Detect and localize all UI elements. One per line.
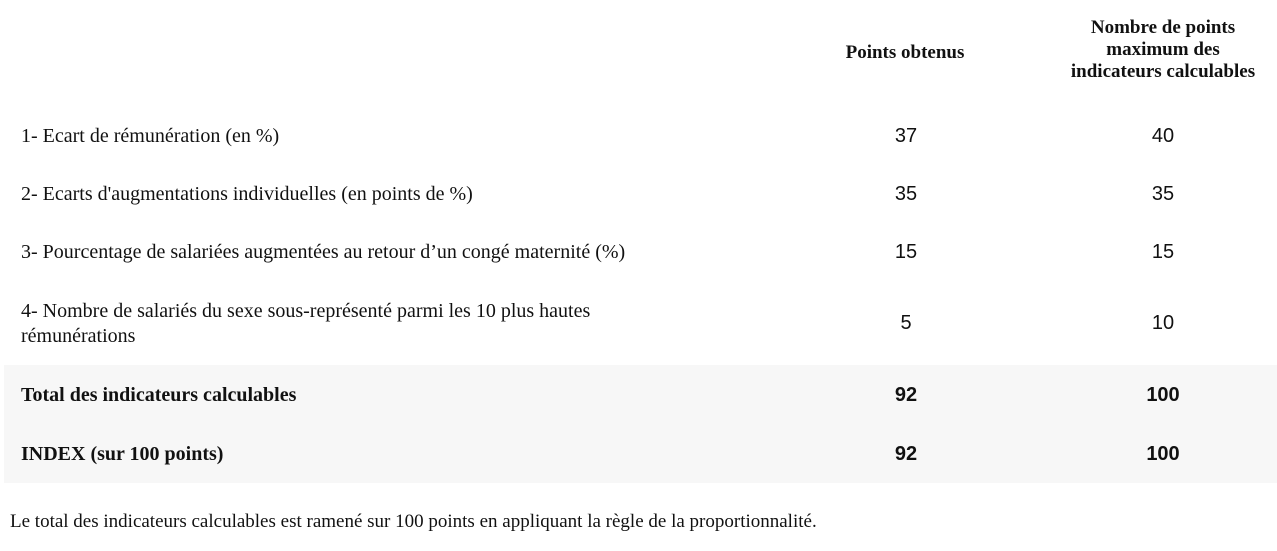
row-label: 2- Ecarts d'augmentations individuelles (en points de %) (21, 183, 473, 205)
footnote: Le total des indicateurs calculables est ramené sur 100 points en appliquant la règle de la proportionnalité. (10, 511, 817, 532)
row-max: 40 (1151, 125, 1175, 147)
row-label: 1- Ecart de rémunération (en %) (21, 125, 280, 147)
totals-block (4, 365, 1277, 483)
total-points: 92 (894, 384, 918, 406)
header-max-line1: Nombre de points (1090, 17, 1236, 38)
table-row (4, 182, 1277, 208)
header-max-line2: maximum des (1106, 39, 1220, 60)
header-max-points (1048, 17, 1277, 83)
row-points: 15 (894, 241, 918, 263)
table-row (4, 299, 1277, 351)
index-label: INDEX (sur 100 points) (21, 443, 224, 465)
row-label: 3- Pourcentage de salariées augmentées au retour d’un congé maternité (%) (21, 241, 626, 263)
table-row (4, 240, 1277, 266)
row-max: 15 (1151, 241, 1175, 263)
header-points-obtenus: Points obtenus (845, 42, 965, 63)
index-points: 92 (894, 443, 918, 465)
row-points: 37 (894, 125, 918, 147)
index-max: 100 (1146, 443, 1180, 465)
row-max: 35 (1151, 183, 1175, 205)
row-points: 35 (894, 183, 918, 205)
row-label-line1: 4- Nombre de salariés du sexe sous-représenté parmi les 10 plus hautes (21, 300, 591, 322)
table-row (4, 124, 1277, 150)
row-label-line2: rémunérations (21, 325, 136, 347)
header-max-line3: indicateurs calculables (1070, 61, 1256, 82)
row-max: 10 (1151, 312, 1175, 334)
total-label: Total des indicateurs calculables (21, 384, 297, 406)
row-points: 5 (900, 312, 912, 334)
total-max: 100 (1146, 384, 1180, 406)
